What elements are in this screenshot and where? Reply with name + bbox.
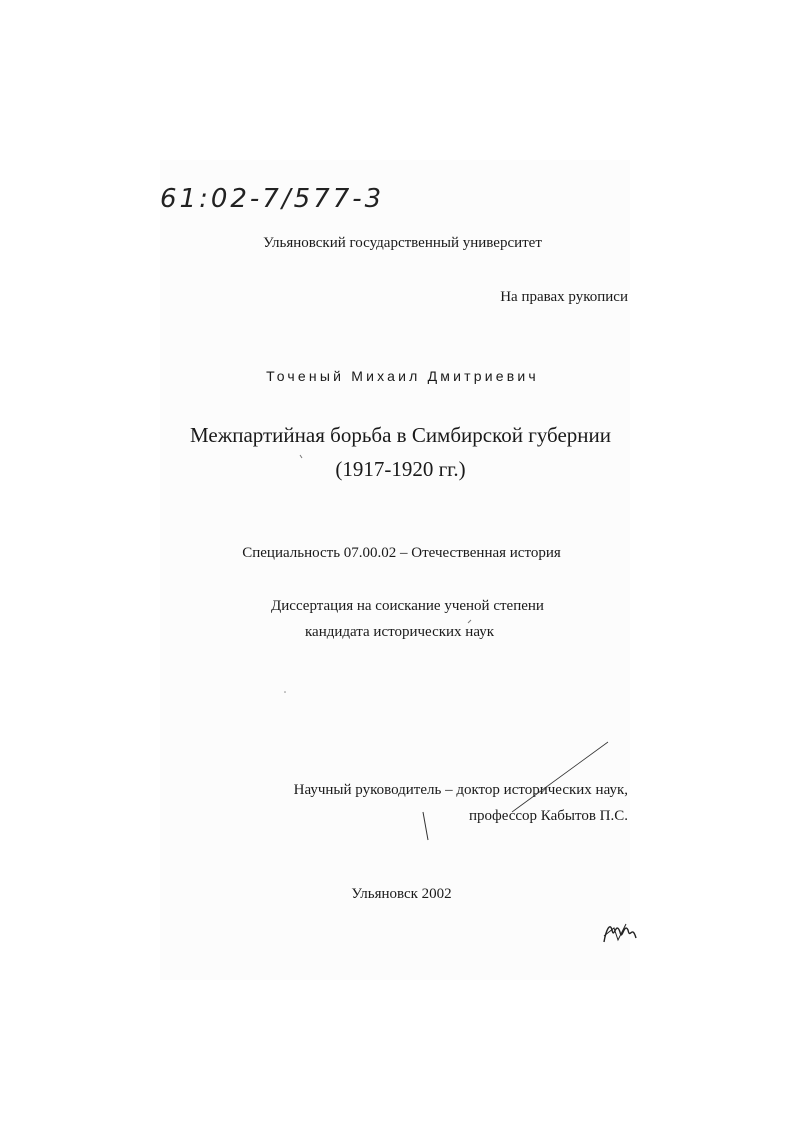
city-year: Ульяновск 2002 <box>351 886 452 902</box>
rights-notice: На правах рукописи <box>500 289 628 305</box>
dissertation-title-line1: Межпартийная борьба в Симбирской губернии <box>190 423 611 447</box>
signature-scribble <box>604 927 636 942</box>
supervisor-line2: профессор Кабытов П.С. <box>468 808 628 824</box>
dissertation-title-line2: (1917-1920 гг.) <box>335 457 466 481</box>
supervisor-line1: Научный руководитель – доктор исторических наук, <box>293 782 628 798</box>
university-name: Ульяновский государственный университет <box>263 235 542 251</box>
author-name: Точеный Михаил Дмитриевич <box>266 368 539 384</box>
specialty-line: Специальность 07.00.02 – Отечественная история <box>242 545 561 561</box>
speck <box>300 455 302 458</box>
speck <box>284 691 286 693</box>
pen-tick-mark <box>423 812 428 840</box>
dissertation-degree-line1: Диссертация на соискание ученой степени <box>271 598 544 614</box>
speck <box>468 620 471 623</box>
handwritten-catalog-number: 61:02-7/577-3 <box>160 184 385 214</box>
pen-stroke-mark <box>512 742 608 812</box>
dissertation-degree-line2: кандидата исторических наук <box>304 624 495 640</box>
